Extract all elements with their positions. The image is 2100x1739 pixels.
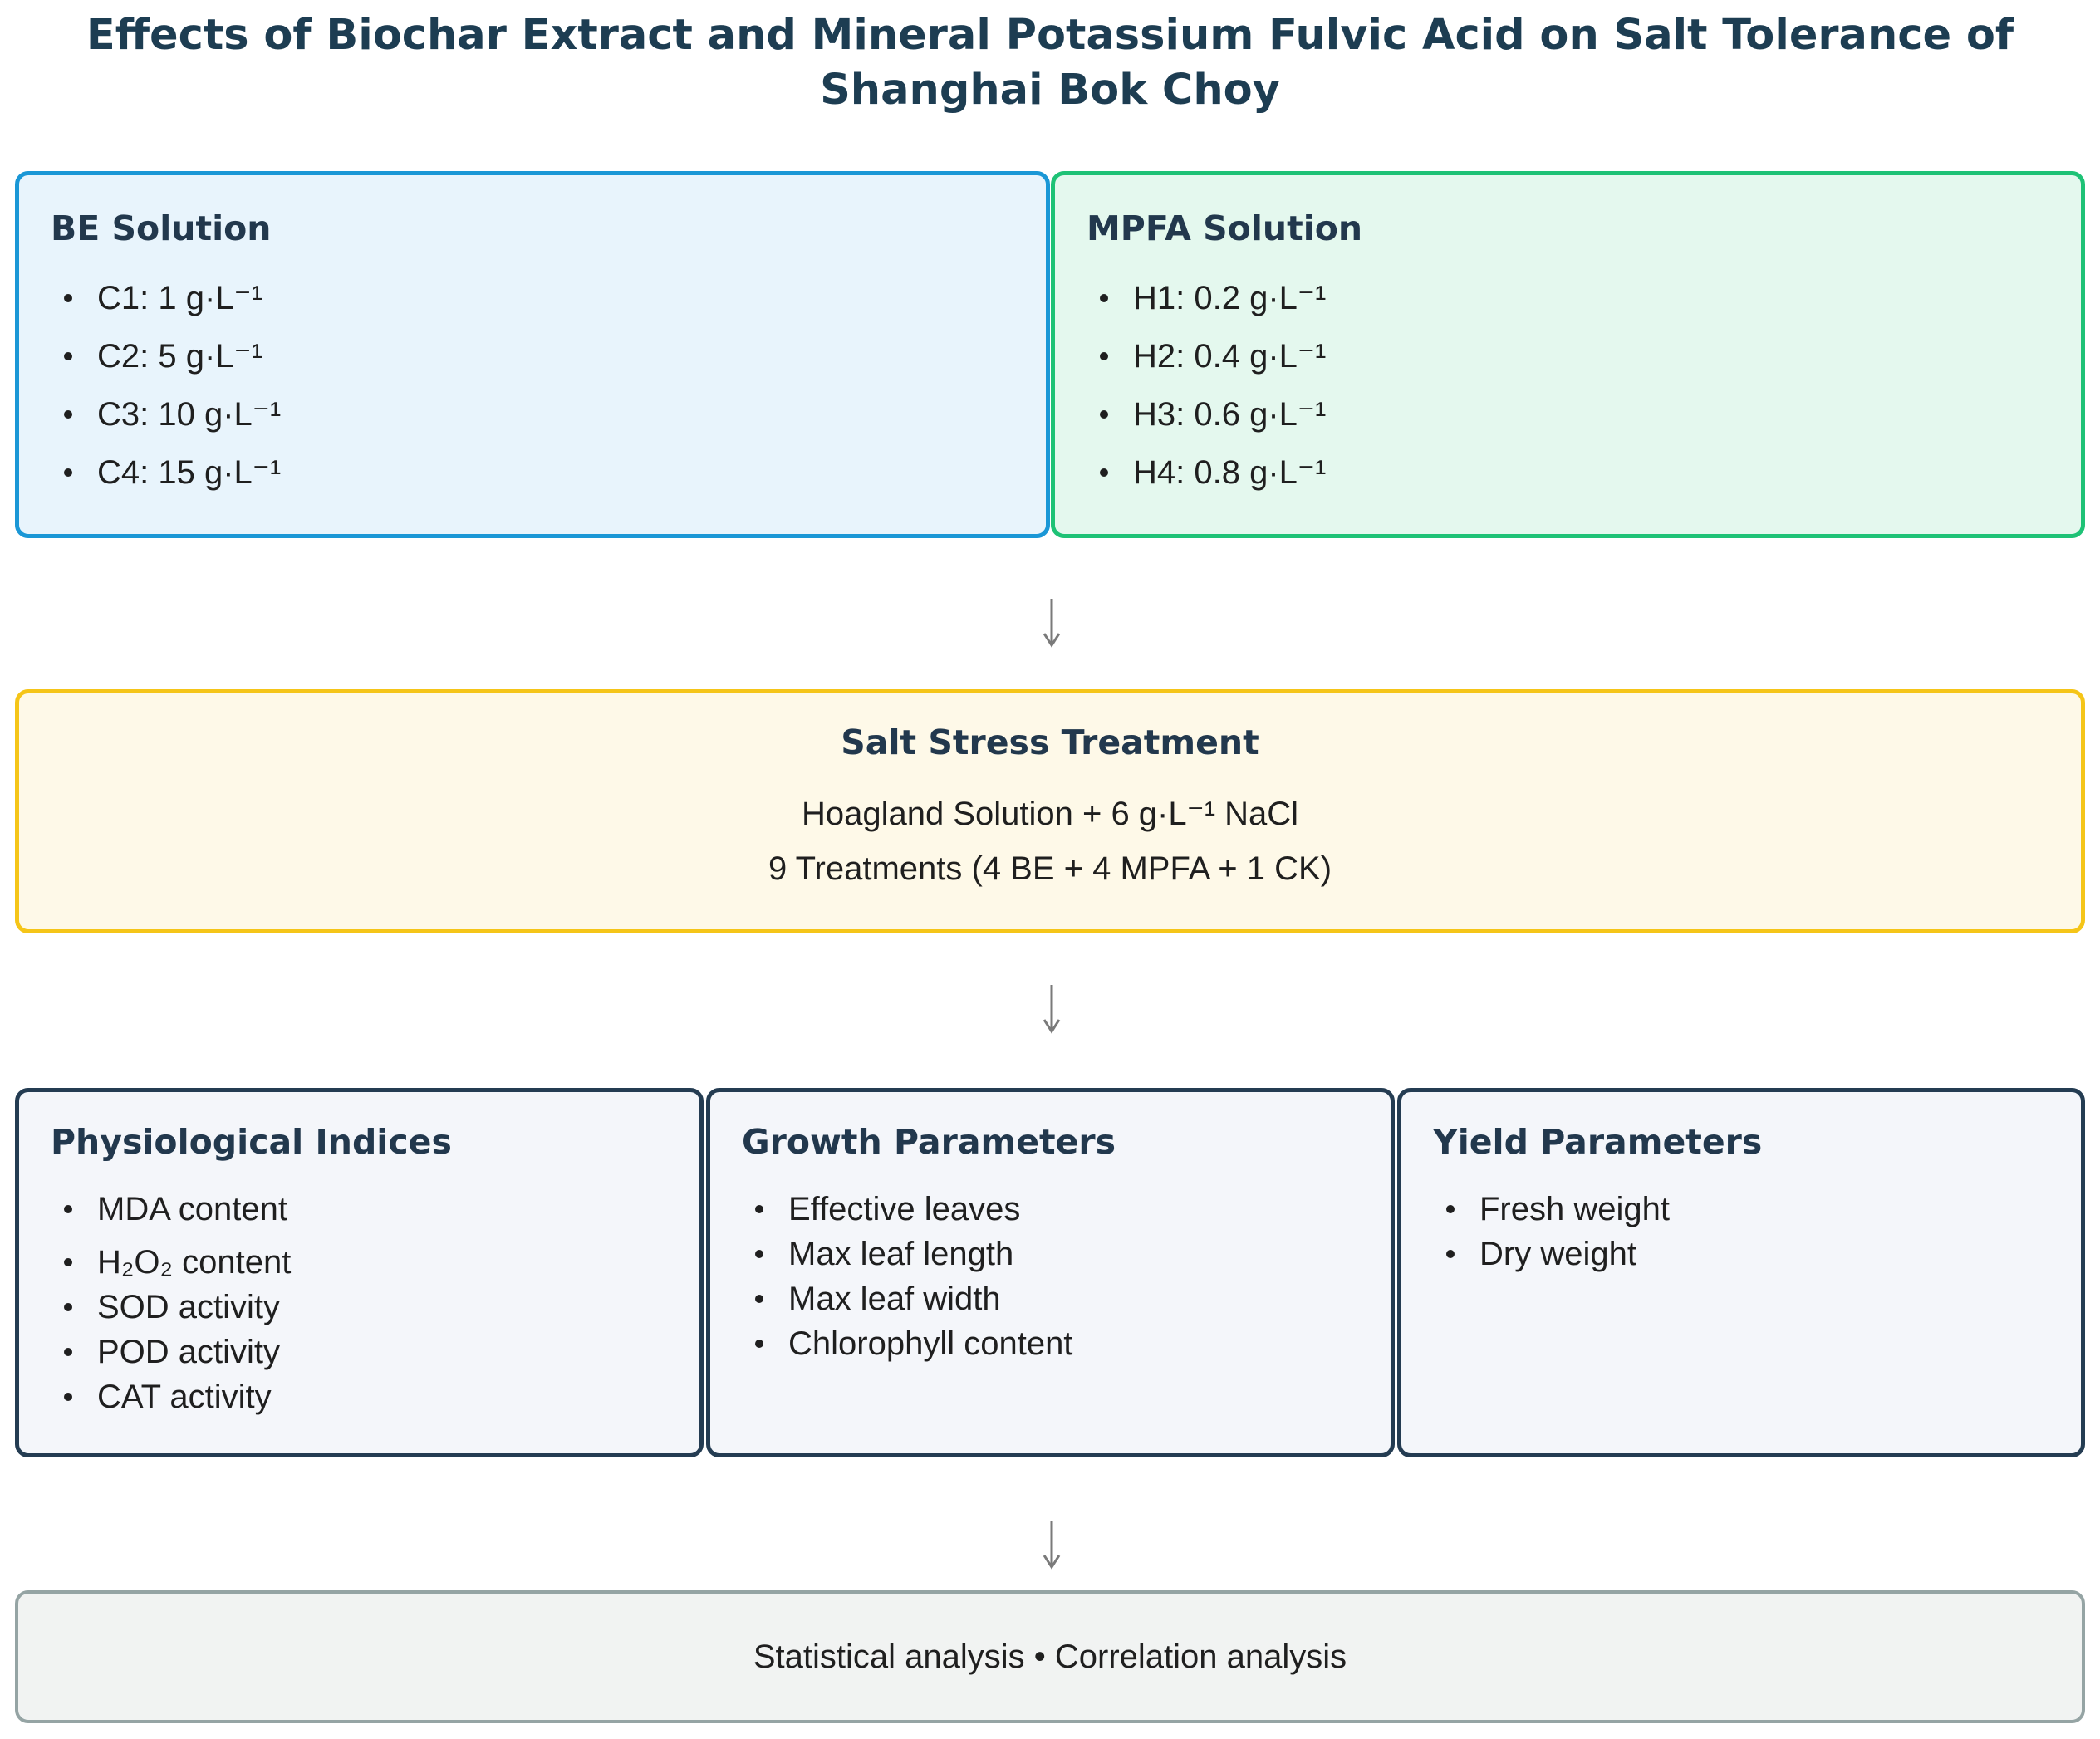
be-solution-list (52, 269, 281, 502)
physiological-index-item: MDA content (52, 1187, 291, 1232)
mpfa-solution-box (1051, 171, 2085, 538)
yield-parameter-item: Dry weight (1435, 1232, 1670, 1276)
yield-parameter-item: Fresh weight (1435, 1187, 1670, 1232)
growth-parameters-title: Growth Parameters (742, 1122, 1116, 1162)
be-solution-item: C3: 10 g·L⁻¹ (52, 385, 281, 443)
salt-stress-title: Salt Stress Treatment (841, 723, 1259, 762)
physiological-index-item: CAT activity (52, 1374, 291, 1419)
mpfa-solution-title: MPFA Solution (1087, 208, 1363, 248)
mpfa-solution-item: H3: 0.6 g·L⁻¹ (1088, 385, 1326, 443)
yield-parameters-list (1435, 1187, 1670, 1276)
diagram-title (0, 8, 2100, 118)
physiological-index-item: POD activity (52, 1330, 291, 1374)
diagram-title-line-1: Effects of Biochar Extract and Mineral Potassium Fulvic Acid on Salt Tolerance of (86, 11, 2014, 60)
be-solution-title: BE Solution (51, 208, 272, 248)
growth-parameter-item: Chlorophyll content (743, 1321, 1072, 1366)
growth-parameters-box (706, 1088, 1395, 1457)
analysis-box (15, 1590, 2085, 1723)
mpfa-solution-item: H4: 0.8 g·L⁻¹ (1088, 443, 1326, 502)
growth-parameter-item: Max leaf length (743, 1232, 1072, 1276)
down-arrow-icon (1035, 980, 1068, 1038)
physiological-index-item: SOD activity (52, 1285, 291, 1330)
down-arrow-icon (1035, 1516, 1068, 1574)
salt-stress-solution: Hoagland Solution + 6 g·L⁻¹ NaCl (801, 796, 1299, 832)
be-solution-item: C1: 1 g·L⁻¹ (52, 269, 281, 327)
be-solution-item: C4: 15 g·L⁻¹ (52, 443, 281, 502)
be-solution-box (15, 171, 1050, 538)
salt-stress-treatments: 9 Treatments (4 BE + 4 MPFA + 1 CK) (768, 850, 1332, 887)
mpfa-solution-item: H2: 0.4 g·L⁻¹ (1088, 327, 1326, 385)
growth-parameter-item: Max leaf width (743, 1276, 1072, 1321)
yield-parameters-title: Yield Parameters (1433, 1122, 1763, 1162)
physiological-indices-list (52, 1187, 291, 1419)
growth-parameters-list (743, 1187, 1072, 1366)
salt-stress-box (15, 689, 2085, 933)
mpfa-solution-item: H1: 0.2 g·L⁻¹ (1088, 269, 1326, 327)
yield-parameters-box (1397, 1088, 2085, 1457)
mpfa-solution-list (1088, 269, 1326, 502)
physiological-indices-title: Physiological Indices (51, 1122, 452, 1162)
physiological-index-item: H₂O₂ content (52, 1240, 291, 1285)
analysis-methods: Statistical analysis • Correlation analysis (753, 1639, 1347, 1675)
down-arrow-icon (1035, 594, 1068, 652)
diagram-title-line-2: Shanghai Bok Choy (820, 66, 1280, 115)
be-solution-item: C2: 5 g·L⁻¹ (52, 327, 281, 385)
growth-parameter-item: Effective leaves (743, 1187, 1072, 1232)
physiological-indices-box (15, 1088, 704, 1457)
